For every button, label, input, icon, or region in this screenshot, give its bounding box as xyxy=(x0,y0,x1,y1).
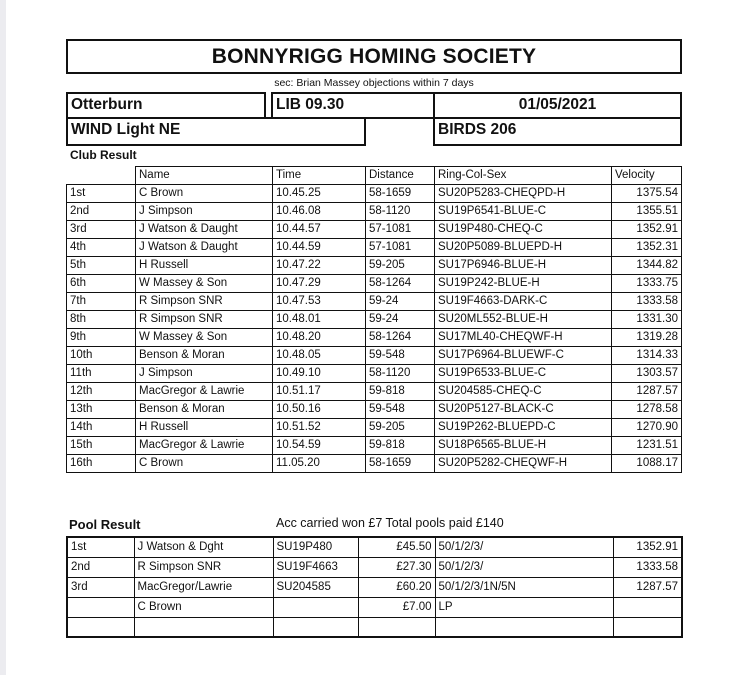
table-header-row xyxy=(67,167,682,185)
pool-result-row xyxy=(67,598,682,618)
club-result-table xyxy=(66,166,682,473)
club-result-row xyxy=(67,347,682,365)
cell-distance-or-prize: 59-24 xyxy=(366,311,435,329)
cell-name: MacGregor & Lawrie xyxy=(136,437,273,455)
cell-name: MacGregor/Lawrie xyxy=(134,578,273,598)
cell-ring-or-pool: 50/1/2/3/ xyxy=(435,537,613,558)
cell-time-or-ring: 10.48.05 xyxy=(273,347,366,365)
cell-velocity: 1333.58 xyxy=(613,558,682,578)
cell-name: R Simpson SNR xyxy=(134,558,273,578)
cell-name: Benson & Moran xyxy=(136,347,273,365)
club-result-row xyxy=(67,401,682,419)
birds-count: BIRDS 206 xyxy=(433,117,682,146)
race-date: 01/05/2021 xyxy=(433,92,682,119)
cell-velocity: 1333.75 xyxy=(612,275,682,293)
cell-ring-or-pool: SU20P5282-CHEQWF-H xyxy=(435,455,612,473)
cell-distance-or-prize: 58-1120 xyxy=(366,365,435,383)
cell-position xyxy=(67,598,134,618)
cell-ring-or-pool: LP xyxy=(435,598,613,618)
cell-ring-or-pool: 50/1/2/3/1N/5N xyxy=(435,578,613,598)
liberation-time: LIB 09.30 xyxy=(271,92,435,119)
cell-time-or-ring: 10.49.10 xyxy=(273,365,366,383)
cell-ring-or-pool: SU17P6964-BLUEWF-C xyxy=(435,347,612,365)
cell-velocity: 1287.57 xyxy=(613,578,682,598)
club-result-row xyxy=(67,383,682,401)
cell-time-or-ring: 11.05.20 xyxy=(273,455,366,473)
header-ring-col-sex: Ring-Col-Sex xyxy=(435,167,612,185)
race-point: Otterburn xyxy=(66,92,266,119)
cell-position: 3rd xyxy=(67,578,134,598)
cell-velocity: 1278.58 xyxy=(612,401,682,419)
cell-position: 3rd xyxy=(67,221,136,239)
pool-result-row xyxy=(67,558,682,578)
cell-position: 5th xyxy=(67,257,136,275)
cell-name: J Simpson xyxy=(136,365,273,383)
cell-distance-or-prize xyxy=(358,618,435,638)
cell-distance-or-prize: 57-1081 xyxy=(366,221,435,239)
page-edge xyxy=(0,0,6,675)
cell-position: 15th xyxy=(67,437,136,455)
cell-name: C Brown xyxy=(136,185,273,203)
cell-distance-or-prize: 59-24 xyxy=(366,293,435,311)
cell-velocity xyxy=(613,618,682,638)
page-title: BONNYRIGG HOMING SOCIETY xyxy=(66,39,682,74)
club-result-row xyxy=(67,221,682,239)
cell-name: C Brown xyxy=(134,598,273,618)
cell-velocity: 1344.82 xyxy=(612,257,682,275)
club-result-label: Club Result xyxy=(70,148,137,162)
pool-result-table xyxy=(66,536,683,638)
club-result-row xyxy=(67,293,682,311)
cell-name: C Brown xyxy=(136,455,273,473)
club-result-row xyxy=(67,311,682,329)
cell-ring-or-pool: SU19F4663-DARK-C xyxy=(435,293,612,311)
cell-position: 16th xyxy=(67,455,136,473)
cell-velocity: 1303.57 xyxy=(612,365,682,383)
cell-distance-or-prize: 57-1081 xyxy=(366,239,435,257)
cell-position: 8th xyxy=(67,311,136,329)
cell-velocity: 1352.91 xyxy=(612,221,682,239)
cell-distance-or-prize: 58-1659 xyxy=(366,455,435,473)
cell-position: 2nd xyxy=(67,558,134,578)
cell-time-or-ring: SU204585 xyxy=(273,578,358,598)
cell-velocity: 1352.91 xyxy=(613,537,682,558)
cell-position: 7th xyxy=(67,293,136,311)
cell-name: W Massey & Son xyxy=(136,275,273,293)
club-result-row xyxy=(67,203,682,221)
cell-name: W Massey & Son xyxy=(136,329,273,347)
header-velocity: Velocity xyxy=(612,167,682,185)
cell-time-or-ring: 10.48.01 xyxy=(273,311,366,329)
cell-time-or-ring: 10.44.59 xyxy=(273,239,366,257)
pool-result-label: Pool Result xyxy=(69,517,141,532)
cell-position: 11th xyxy=(67,365,136,383)
cell-time-or-ring: SU19P480 xyxy=(273,537,358,558)
cell-distance-or-prize: 59-205 xyxy=(366,419,435,437)
cell-time-or-ring: 10.50.16 xyxy=(273,401,366,419)
cell-velocity: 1352.31 xyxy=(612,239,682,257)
cell-time-or-ring: 10.51.52 xyxy=(273,419,366,437)
cell-velocity: 1355.51 xyxy=(612,203,682,221)
cell-position: 12th xyxy=(67,383,136,401)
club-result-row xyxy=(67,329,682,347)
cell-ring-or-pool: SU19P6541-BLUE-C xyxy=(435,203,612,221)
cell-time-or-ring: 10.51.17 xyxy=(273,383,366,401)
cell-position: 1st xyxy=(67,185,136,203)
cell-time-or-ring: 10.47.29 xyxy=(273,275,366,293)
club-result-row xyxy=(67,437,682,455)
cell-name xyxy=(134,618,273,638)
cell-velocity: 1375.54 xyxy=(612,185,682,203)
cell-ring-or-pool: SU18P6565-BLUE-H xyxy=(435,437,612,455)
header-position xyxy=(67,167,136,185)
cell-ring-or-pool: SU19P6533-BLUE-C xyxy=(435,365,612,383)
cell-time-or-ring: 10.44.57 xyxy=(273,221,366,239)
cell-distance-or-prize: 58-1120 xyxy=(366,203,435,221)
cell-position: 14th xyxy=(67,419,136,437)
club-result-row xyxy=(67,455,682,473)
cell-time-or-ring: 10.54.59 xyxy=(273,437,366,455)
cell-name: R Simpson SNR xyxy=(136,311,273,329)
secretary-note: sec: Brian Massey objections within 7 days xyxy=(274,77,474,89)
cell-position: 2nd xyxy=(67,203,136,221)
pool-summary: Acc carried won £7 Total pools paid £140 xyxy=(276,516,504,530)
cell-ring-or-pool: SU20ML552-BLUE-H xyxy=(435,311,612,329)
cell-velocity: 1088.17 xyxy=(612,455,682,473)
cell-name: J Simpson xyxy=(136,203,273,221)
cell-time-or-ring: 10.47.53 xyxy=(273,293,366,311)
cell-ring-or-pool: SU19P262-BLUEPD-C xyxy=(435,419,612,437)
cell-distance-or-prize: 59-548 xyxy=(366,401,435,419)
cell-ring-or-pool: SU19P480-CHEQ-C xyxy=(435,221,612,239)
club-result-row xyxy=(67,419,682,437)
cell-name: R Simpson SNR xyxy=(136,293,273,311)
cell-position: 6th xyxy=(67,275,136,293)
cell-time-or-ring: 10.48.20 xyxy=(273,329,366,347)
cell-position: 13th xyxy=(67,401,136,419)
cell-ring-or-pool: SU20P5089-BLUEPD-H xyxy=(435,239,612,257)
cell-name: J Watson & Daught xyxy=(136,239,273,257)
cell-name: J Watson & Dght xyxy=(134,537,273,558)
cell-velocity: 1231.51 xyxy=(612,437,682,455)
cell-distance-or-prize: 59-818 xyxy=(366,383,435,401)
cell-velocity: 1270.90 xyxy=(612,419,682,437)
cell-name: H Russell xyxy=(136,419,273,437)
cell-ring-or-pool: SU17P6946-BLUE-H xyxy=(435,257,612,275)
cell-name: J Watson & Daught xyxy=(136,221,273,239)
cell-distance-or-prize: £7.00 xyxy=(358,598,435,618)
cell-distance-or-prize: 59-548 xyxy=(366,347,435,365)
cell-distance-or-prize: 59-205 xyxy=(366,257,435,275)
cell-ring-or-pool: 50/1/2/3/ xyxy=(435,558,613,578)
cell-velocity xyxy=(613,598,682,618)
cell-position: 1st xyxy=(67,537,134,558)
cell-ring-or-pool: SU19P242-BLUE-H xyxy=(435,275,612,293)
cell-distance-or-prize: 58-1264 xyxy=(366,275,435,293)
pool-result-row xyxy=(67,618,682,638)
cell-name: H Russell xyxy=(136,257,273,275)
cell-ring-or-pool: SU20P5127-BLACK-C xyxy=(435,401,612,419)
cell-distance-or-prize: 58-1264 xyxy=(366,329,435,347)
cell-time-or-ring xyxy=(273,618,358,638)
cell-position: 9th xyxy=(67,329,136,347)
cell-time-or-ring xyxy=(273,598,358,618)
cell-distance-or-prize: 58-1659 xyxy=(366,185,435,203)
header-name: Name xyxy=(136,167,273,185)
cell-velocity: 1333.58 xyxy=(612,293,682,311)
wind-conditions: WIND Light NE xyxy=(66,117,366,146)
cell-ring-or-pool: SU17ML40-CHEQWF-H xyxy=(435,329,612,347)
cell-time-or-ring: 10.46.08 xyxy=(273,203,366,221)
club-result-row xyxy=(67,257,682,275)
cell-ring-or-pool: SU20P5283-CHEQPD-H xyxy=(435,185,612,203)
cell-distance-or-prize: 59-818 xyxy=(366,437,435,455)
club-result-row xyxy=(67,275,682,293)
cell-time-or-ring: 10.45.25 xyxy=(273,185,366,203)
cell-name: MacGregor & Lawrie xyxy=(136,383,273,401)
cell-velocity: 1319.28 xyxy=(612,329,682,347)
cell-time-or-ring: 10.47.22 xyxy=(273,257,366,275)
cell-velocity: 1331.30 xyxy=(612,311,682,329)
cell-position xyxy=(67,618,134,638)
header-time: Time xyxy=(273,167,366,185)
cell-ring-or-pool: SU204585-CHEQ-C xyxy=(435,383,612,401)
pool-result-row xyxy=(67,537,682,558)
pool-result-row xyxy=(67,578,682,598)
cell-velocity: 1314.33 xyxy=(612,347,682,365)
cell-name: Benson & Moran xyxy=(136,401,273,419)
cell-distance-or-prize: £45.50 xyxy=(358,537,435,558)
cell-ring-or-pool xyxy=(435,618,613,638)
club-result-row xyxy=(67,185,682,203)
header-distance: Distance xyxy=(366,167,435,185)
cell-velocity: 1287.57 xyxy=(612,383,682,401)
cell-distance-or-prize: £27.30 xyxy=(358,558,435,578)
club-result-row xyxy=(67,239,682,257)
cell-distance-or-prize: £60.20 xyxy=(358,578,435,598)
cell-position: 10th xyxy=(67,347,136,365)
cell-time-or-ring: SU19F4663 xyxy=(273,558,358,578)
cell-position: 4th xyxy=(67,239,136,257)
club-result-row xyxy=(67,365,682,383)
